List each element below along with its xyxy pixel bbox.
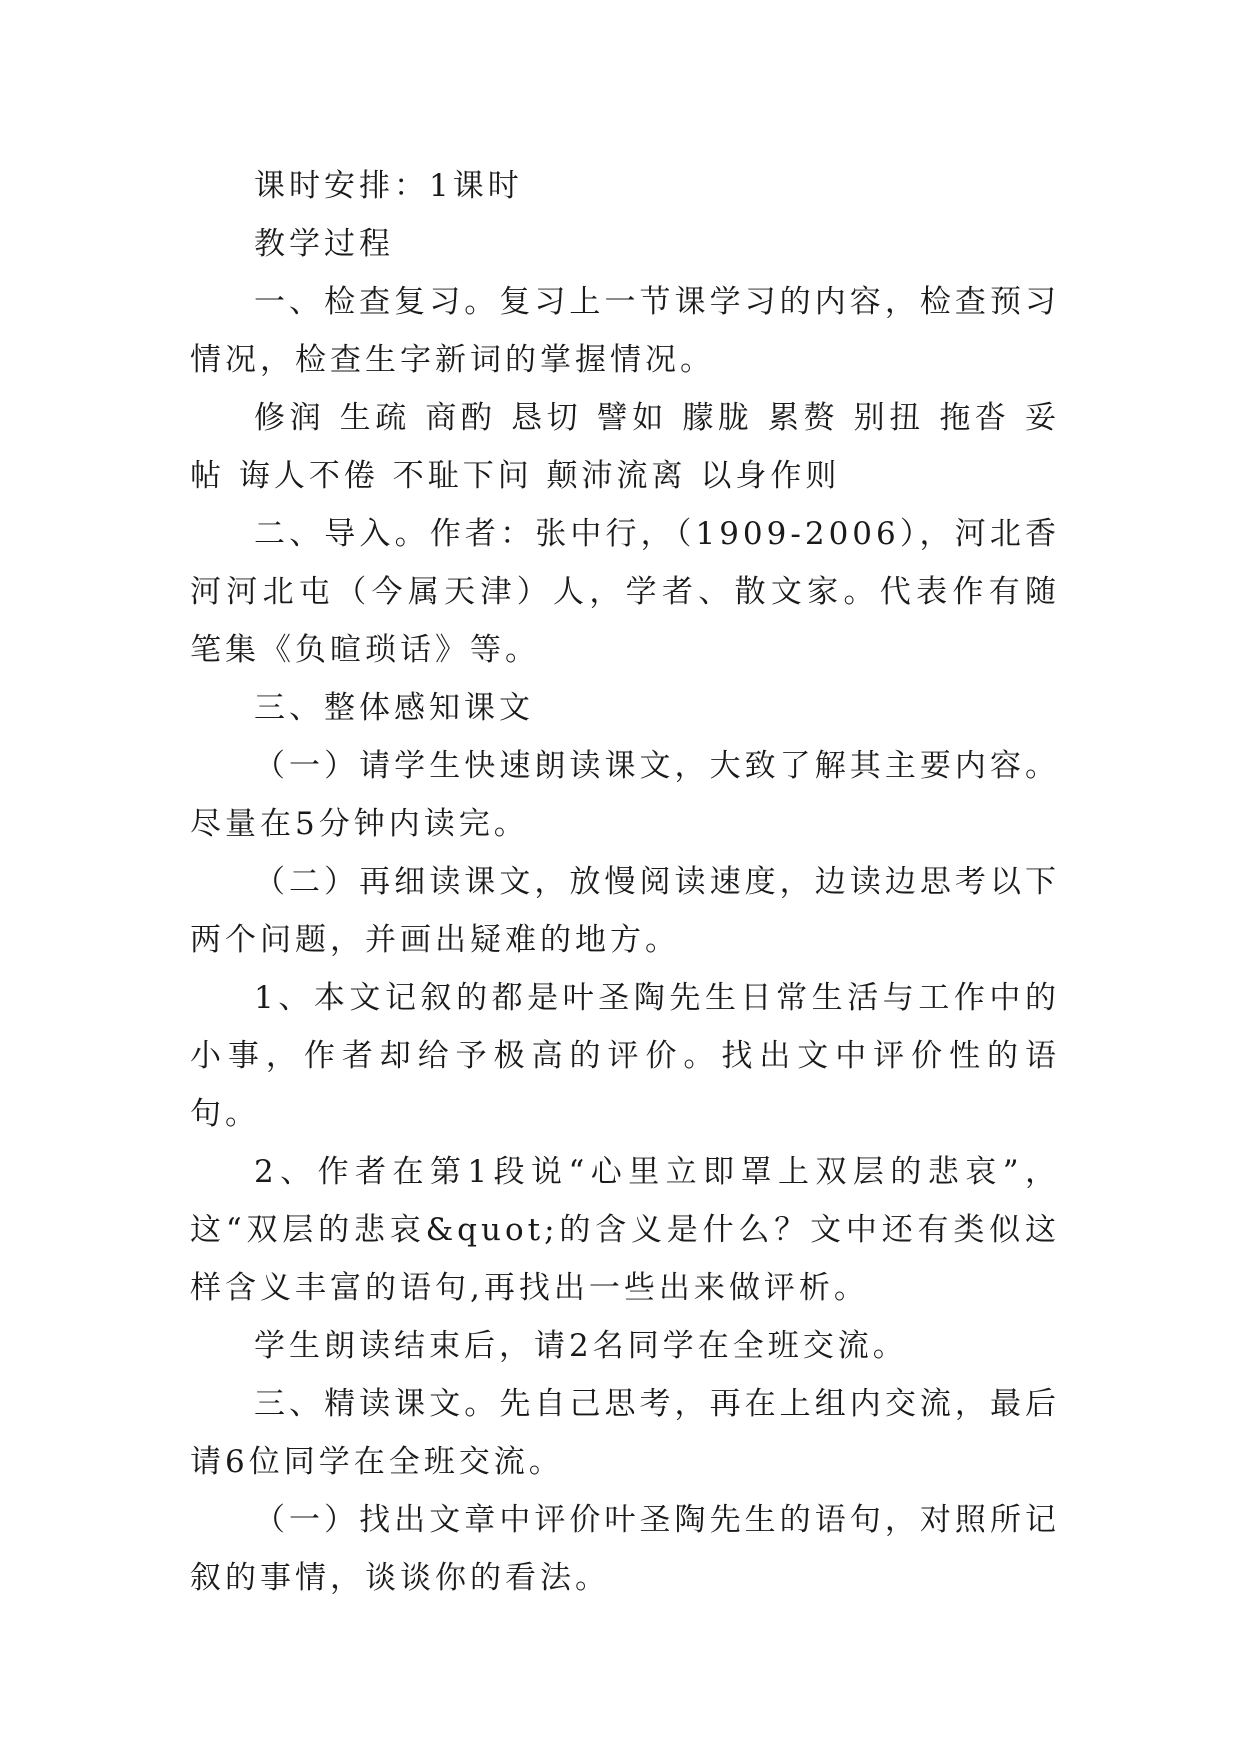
paragraph-close-reading: （二）再细读课文，放慢阅读速度，边读边思考以下两个问题，并画出疑难的地方。	[190, 864, 1060, 958]
paragraph-class-hours: 课时安排：1课时	[254, 168, 523, 204]
paragraph-review: 一、检查复习。复习上一节课学习的内容，检查预习情况，检查生字新词的掌握情况。	[190, 284, 1060, 378]
document-body	[190, 157, 1060, 1607]
paragraph-question-1: 1、本文记叙的都是叶圣陶先生日常生活与工作中的小事，作者却给予极高的评价。找出文中评价性的语句。	[190, 980, 1060, 1132]
paragraph-teaching-process: 教学过程	[254, 226, 394, 262]
paragraph-intensive-reading: 三、精读课文。先自己思考，再在上组内交流，最后请6位同学在全班交流。	[190, 1386, 1060, 1480]
paragraph-introduction: 二、导入。作者：张中行，（1909-2006），河北香河河北屯（今属天津）人，学者、散文家。代表作有随笔集《负暄琐话》等。	[190, 516, 1060, 668]
paragraph-class-exchange: 学生朗读结束后，请2名同学在全班交流。	[254, 1328, 908, 1364]
paragraph-overall-perception: 三、整体感知课文	[254, 690, 534, 726]
paragraph-quick-reading: （一）请学生快速朗读课文，大致了解其主要内容。尽量在5分钟内读完。	[190, 748, 1060, 842]
paragraph-vocabulary: 修润 生疏 商酌 恳切 譬如 朦胧 累赘 别扭 拖沓 妥帖 诲人不倦 不耻下问 颠沛流离 以身作则	[190, 400, 1060, 494]
paragraph-question-2: 2、作者在第1段说“心里立即罩上双层的悲哀”，这“双层的悲哀&quot;的含义是什么？文中还有类似这样含义丰富的语句,再找出一些出来做评析。	[190, 1154, 1060, 1306]
paragraph-find-evaluations: （一）找出文章中评价叶圣陶先生的语句，对照所记叙的事情，谈谈你的看法。	[190, 1502, 1060, 1596]
